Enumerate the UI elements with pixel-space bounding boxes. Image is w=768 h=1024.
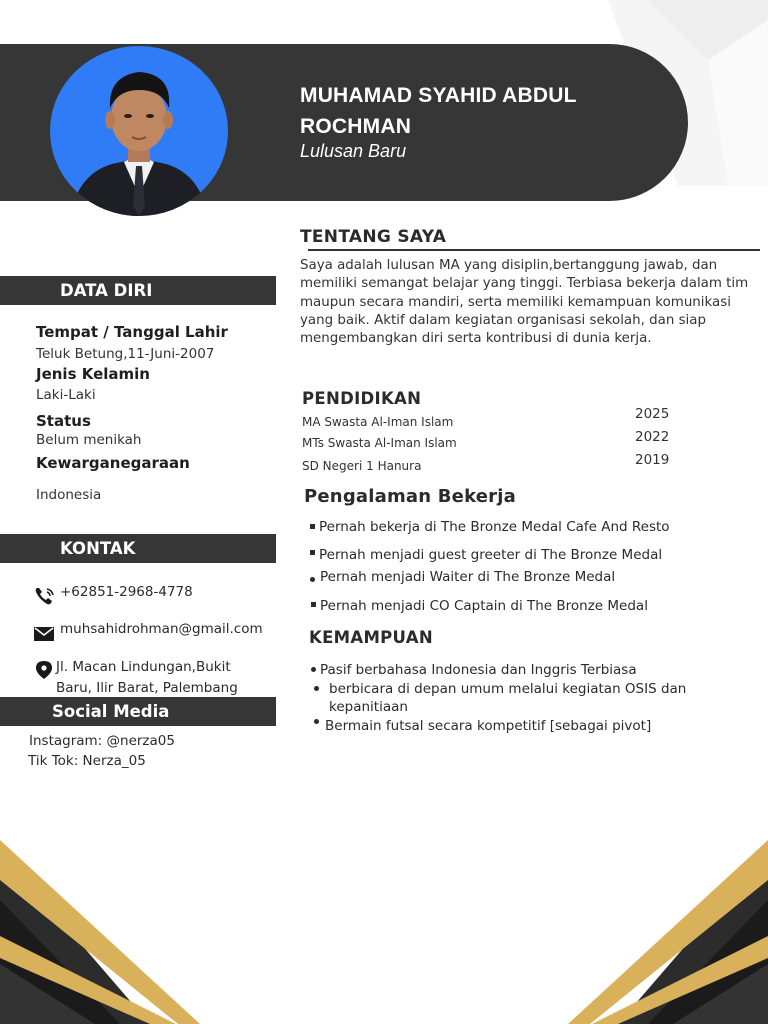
birth-value: Teluk Betung,11-Juni-2007: [36, 346, 215, 362]
section-title-skills: KEMAMPUAN: [309, 628, 433, 647]
education-year: 2019: [635, 452, 670, 468]
bullet: [310, 550, 315, 555]
address-line-1: Jl. Macan Lindungan,Bukit: [56, 659, 231, 675]
gender-value: Laki-Laki: [36, 387, 96, 403]
status-value: Belum menikah: [36, 432, 142, 448]
job-title: Lulusan Baru: [300, 141, 407, 161]
section-title-social-media: Social Media: [0, 697, 276, 726]
gender-label: Jenis Kelamin: [36, 365, 150, 383]
citizenship-label: Kewarganegaraan: [36, 454, 190, 472]
bullet: [314, 719, 319, 724]
tiktok-handle: Tik Tok: Nerza_05: [28, 753, 146, 769]
education-year: 2025: [635, 406, 670, 422]
address-line-2: Baru, Ilir Barat, Palembang: [56, 680, 238, 696]
instagram-handle: Instagram: @nerza05: [29, 733, 175, 749]
section-title-experience: Pengalaman Bekerja: [304, 486, 516, 507]
about-paragraph: Saya adalah lulusan MA yang disiplin,bertanggung jawab, dan memiliki semangat belajar yang tinggi. Terbiasa bekerja dalam tim maupun secara mandiri, serta memiliki kemampuan komunikasi yang baik. Aktif dalam kegiatan organisasi sekolah, dan siap mengembangkan diri serta kontribusi di dunia kerja.: [300, 258, 749, 347]
section-title-contact: KONTAK: [0, 534, 276, 563]
education-school: SD Negeri 1 Hanura: [302, 459, 422, 473]
skill-item: Bermain futsal secara kompetitif [sebagai pivot]: [325, 718, 652, 734]
section-title-education: PENDIDIKAN: [302, 389, 422, 408]
background-decor-bottom: [0, 840, 768, 1024]
experience-item: Pernah menjadi CO Captain di The Bronze Medal: [320, 598, 648, 614]
education-school: MTs Swasta Al-Iman Islam: [302, 436, 457, 450]
experience-item: Pernah menjadi guest greeter di The Bronze Medal: [319, 547, 663, 563]
education-year: 2022: [635, 429, 670, 445]
experience-item: Pernah menjadi Waiter di The Bronze Medal: [320, 569, 616, 585]
location-pin-icon: [33, 660, 55, 680]
phone-icon: [34, 586, 56, 606]
birth-label: Tempat / Tanggal Lahir: [36, 323, 228, 341]
email-icon: [33, 624, 55, 644]
bullet: [310, 577, 315, 582]
bullet: [311, 602, 316, 607]
bullet: [310, 524, 315, 529]
bullet: [314, 686, 319, 691]
experience-item: Pernah bekerja di The Bronze Medal Cafe And Resto: [319, 519, 670, 535]
profile-photo: [50, 46, 228, 216]
skill-item-continued: kepanitiaan: [329, 699, 408, 715]
full-name: MUHAMAD SYAHID ABDUL ROCHMAN: [300, 84, 577, 138]
citizenship-value: Indonesia: [36, 487, 102, 503]
skill-item: Pasif berbahasa Indonesia dan Inggris Terbiasa: [320, 662, 637, 678]
bullet: [311, 667, 316, 672]
education-school: MA Swasta Al-Iman Islam: [302, 415, 454, 429]
section-divider: [308, 249, 760, 251]
email-address[interactable]: muhsahidrohman@gmail.com: [60, 621, 263, 637]
section-title-about: TENTANG SAYA: [300, 227, 447, 247]
skill-item: berbicara di depan umum melalui kegiatan OSIS dan: [329, 681, 687, 697]
phone-number[interactable]: +62851-2968-4778: [60, 584, 193, 600]
status-label: Status: [36, 412, 91, 430]
section-title-personal-data: DATA DIRI: [0, 276, 276, 305]
